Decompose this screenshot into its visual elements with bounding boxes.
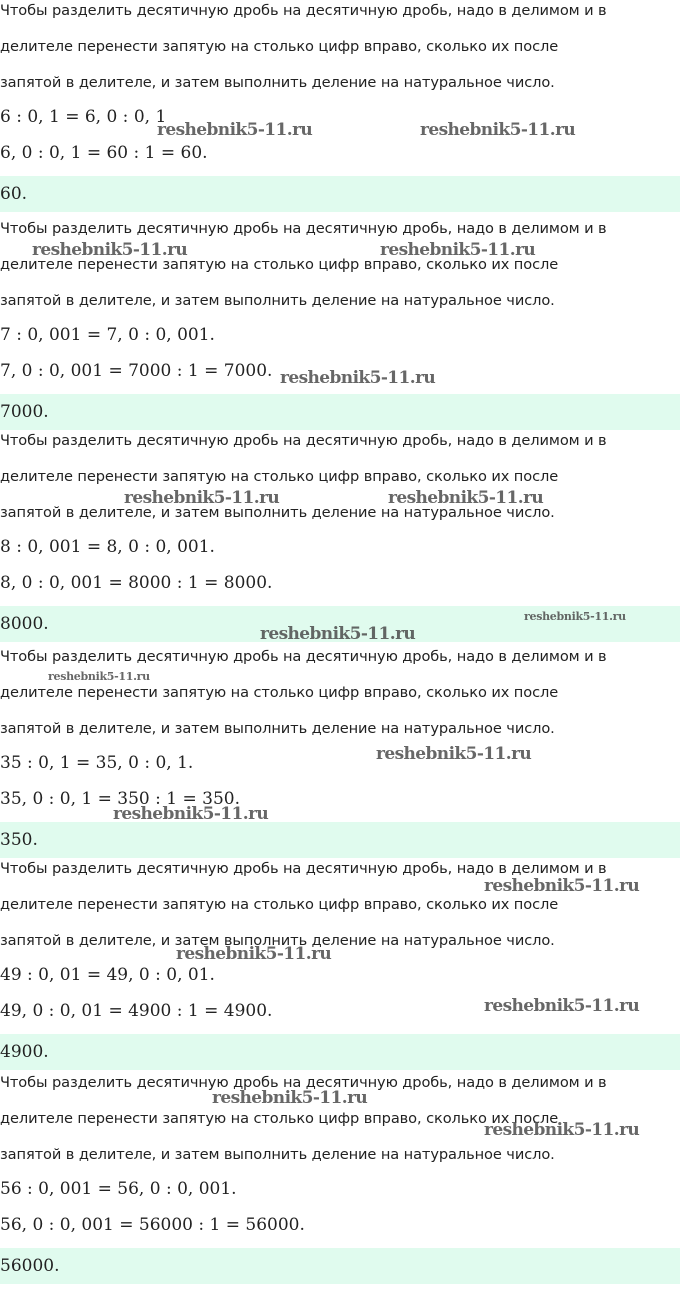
equation-step-1: 56 : 0, 001 = 56, 0 : 0, 001. [0,1179,237,1199]
rule-text-line-2: делителе перенести запятую на столько цифр вправо, сколько их после [0,468,559,485]
rule-text-line-1: Чтобы разделить десятичную дробь на десятичную дробь, надо в делимом и в [0,1074,607,1091]
answer-value: 8000. [0,614,49,634]
answer-value: 4900. [0,1042,49,1062]
watermark: reshebnik5-11.ru [124,488,280,508]
watermark: reshebnik5-11.ru [376,744,532,764]
watermark: reshebnik5-11.ru [524,610,626,623]
answer-row [0,176,680,212]
answer-value: 350. [0,830,38,850]
rule-text-line-3: запятой в делителе, и затем выполнить деление на натуральное число. [0,504,555,521]
equation-step-1: 8 : 0, 001 = 8, 0 : 0, 001. [0,537,215,557]
rule-text-line-3: запятой в делителе, и затем выполнить деление на натуральное число. [0,1146,555,1163]
equation-step-1: 35 : 0, 1 = 35, 0 : 0, 1. [0,753,194,773]
watermark: reshebnik5-11.ru [32,240,188,260]
solution-block-1 [0,0,680,212]
equation-step-1: 7 : 0, 001 = 7, 0 : 0, 001. [0,325,215,345]
rule-text-line-1: Чтобы разделить десятичную дробь на десятичную дробь, надо в делимом и в [0,648,607,665]
rule-text-line-1: Чтобы разделить десятичную дробь на десятичную дробь, надо в делимом и в [0,860,607,877]
rule-text-line-2: делителе перенести запятую на столько цифр вправо, сколько их после [0,256,559,273]
watermark: reshebnik5-11.ru [388,488,544,508]
watermark: reshebnik5-11.ru [48,670,150,683]
watermark: reshebnik5-11.ru [420,120,576,140]
equation-step-2: 35, 0 : 0, 1 = 350 : 1 = 350. [0,789,240,809]
rule-text-line-2: делителе перенести запятую на столько цифр вправо, сколько их после [0,38,559,55]
rule-text-line-1: Чтобы разделить десятичную дробь на десятичную дробь, надо в делимом и в [0,2,607,19]
answer-value: 7000. [0,402,49,422]
rule-text-line-3: запятой в делителе, и затем выполнить деление на натуральное число. [0,932,555,949]
rule-text-line-1: Чтобы разделить десятичную дробь на десятичную дробь, надо в делимом и в [0,220,607,237]
rule-text-line-3: запятой в делителе, и затем выполнить деление на натуральное число. [0,292,555,309]
equation-step-2: 49, 0 : 0, 01 = 4900 : 1 = 4900. [0,1001,273,1021]
rule-text-line-3: запятой в делителе, и затем выполнить деление на натуральное число. [0,74,555,91]
watermark: reshebnik5-11.ru [484,876,640,896]
answer-value: 56000. [0,1256,60,1276]
watermark: reshebnik5-11.ru [280,368,436,388]
rule-text-line-2: делителе перенести запятую на столько цифр вправо, сколько их после [0,1110,559,1127]
equation-step-2: 8, 0 : 0, 001 = 8000 : 1 = 8000. [0,573,273,593]
watermark: reshebnik5-11.ru [113,804,269,824]
watermark: reshebnik5-11.ru [212,1088,368,1108]
watermark: reshebnik5-11.ru [380,240,536,260]
watermark: reshebnik5-11.ru [260,624,416,644]
rule-text-line-2: делителе перенести запятую на столько цифр вправо, сколько их после [0,896,559,913]
equation-step-1: 6 : 0, 1 = 6, 0 : 0, 1 [0,107,167,127]
answer-value: 60. [0,184,28,204]
answer-row [0,394,680,430]
answer-row [0,1248,680,1284]
watermark: reshebnik5-11.ru [484,996,640,1016]
equation-step-1: 49 : 0, 01 = 49, 0 : 0, 01. [0,965,215,985]
answer-row [0,822,680,858]
equation-step-2: 56, 0 : 0, 001 = 56000 : 1 = 56000. [0,1215,305,1235]
watermark: reshebnik5-11.ru [157,120,313,140]
answer-row [0,1034,680,1070]
watermark: reshebnik5-11.ru [176,944,332,964]
equation-step-2: 7, 0 : 0, 001 = 7000 : 1 = 7000. [0,361,273,381]
rule-text-line-3: запятой в делителе, и затем выполнить деление на натуральное число. [0,720,555,737]
equation-step-2: 6, 0 : 0, 1 = 60 : 1 = 60. [0,143,208,163]
rule-text-line-2: делителе перенести запятую на столько цифр вправо, сколько их после [0,684,559,701]
watermark: reshebnik5-11.ru [484,1120,640,1140]
rule-text-line-1: Чтобы разделить десятичную дробь на десятичную дробь, надо в делимом и в [0,432,607,449]
